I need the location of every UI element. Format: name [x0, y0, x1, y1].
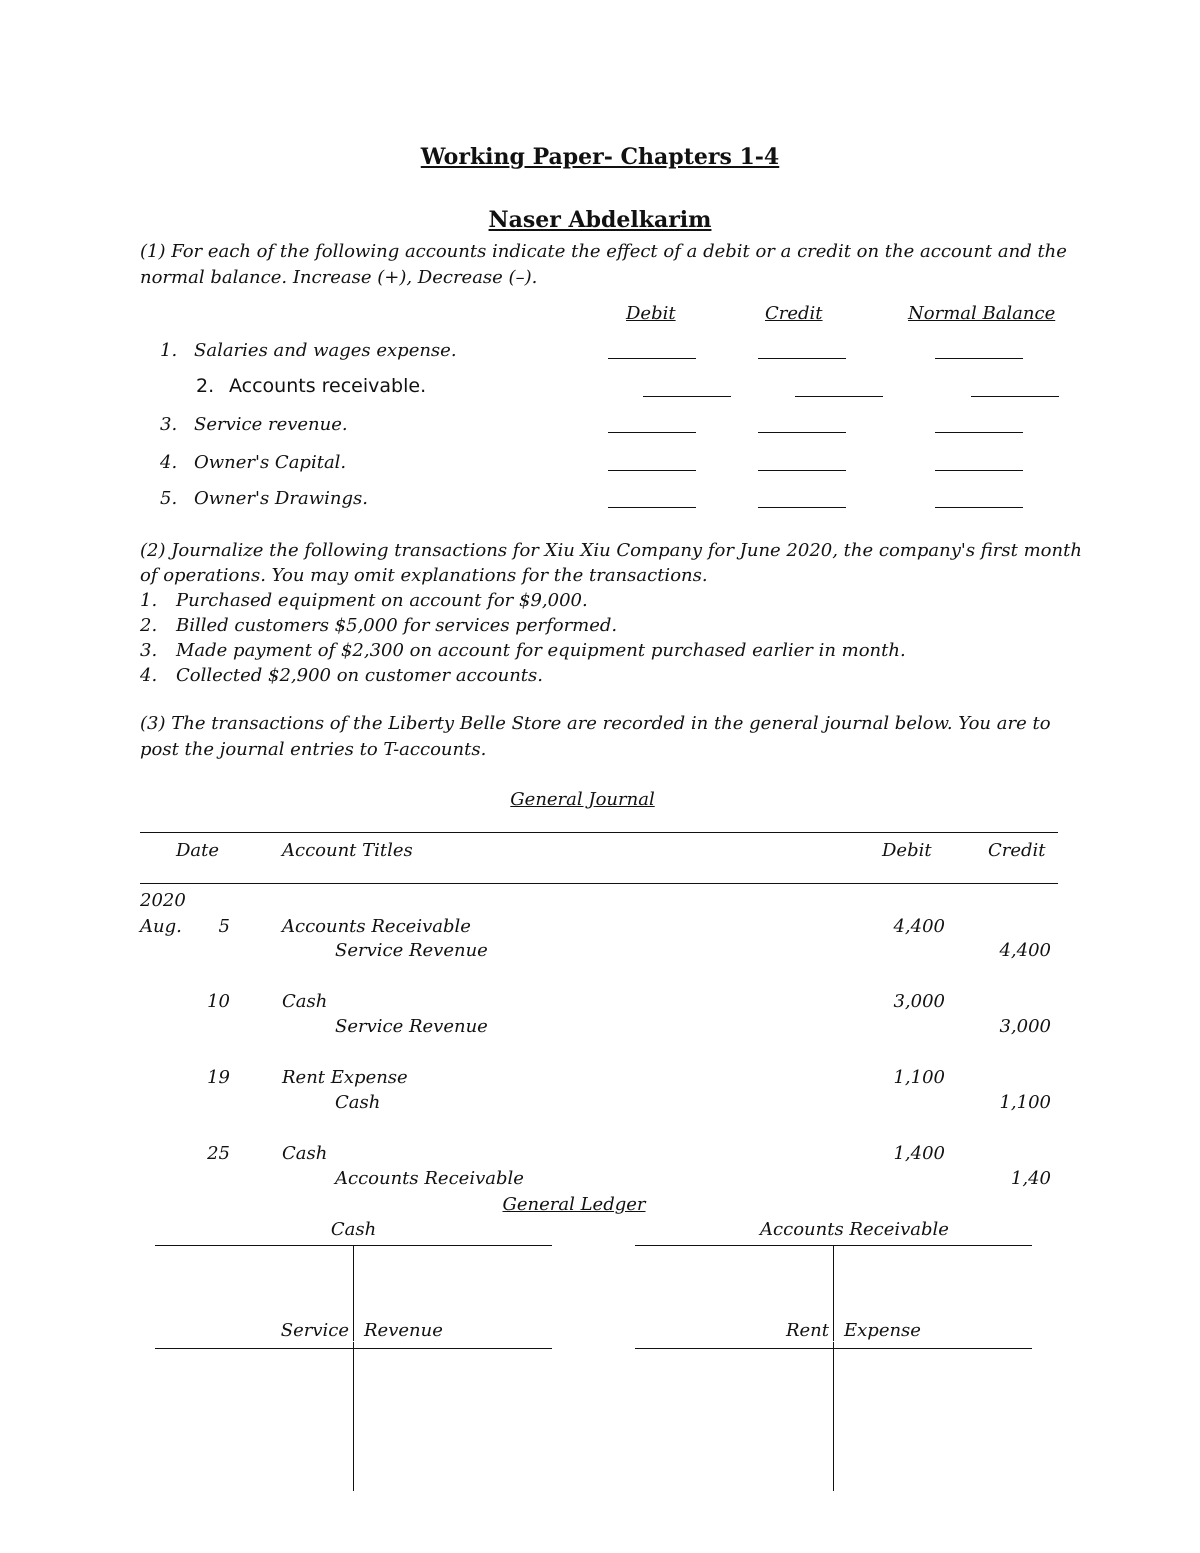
t-account-title-accounts-receivable: Accounts Receivable	[760, 1219, 949, 1240]
journal-credit-amount: 1,40	[1010, 1168, 1051, 1189]
t-account-title-expense: Expense	[844, 1320, 921, 1341]
journal-debit-amount: 3,000	[893, 991, 945, 1012]
page-title: Working Paper- Chapters 1-4	[420, 144, 780, 170]
t-account-title-rent: Rent	[785, 1320, 829, 1341]
journal-header-date: Date	[176, 840, 220, 861]
journal-credit-amount: 1,100	[999, 1092, 1051, 1113]
journal-year: 2020	[140, 890, 186, 911]
journal-debit-account: Cash	[282, 991, 328, 1012]
q2-instructions-line2: of operations. You may omit explanations for the transactions.	[140, 565, 708, 586]
answer-blank-normal[interactable]	[971, 396, 1059, 397]
t-account-divider[interactable]	[833, 1246, 834, 1341]
answer-blank-debit[interactable]	[643, 396, 731, 397]
journal-debit-account: Rent Expense	[282, 1067, 408, 1088]
q3-instructions-line1: (3) The transactions of the Liberty Belle Store are recorded in the general journal below. You are to	[140, 713, 1051, 734]
journal-entry-day: 5	[218, 916, 230, 937]
journal-credit-amount: 4,400	[999, 940, 1051, 961]
q2-item-text: Purchased equipment on account for $9,000.	[176, 590, 588, 611]
q2-item-number: 1.	[140, 590, 158, 611]
answer-blank-normal[interactable]	[935, 507, 1023, 508]
q3-instructions-line2: post the journal entries to T-accounts.	[140, 739, 487, 760]
q2-item-text: Collected $2,900 on customer accounts.	[176, 665, 543, 686]
journal-entry-day: 25	[207, 1143, 230, 1164]
journal-debit-amount: 1,400	[893, 1143, 945, 1164]
journal-credit-amount: 3,000	[999, 1016, 1051, 1037]
journal-credit-account: Cash	[335, 1092, 381, 1113]
t-account-title-revenue: Revenue	[364, 1320, 443, 1341]
journal-title: General Journal	[510, 789, 655, 810]
journal-debit-account: Cash	[282, 1143, 328, 1164]
q1-item-number: 3.	[160, 414, 178, 435]
answer-blank-debit[interactable]	[608, 432, 696, 433]
q2-item-text: Billed customers $5,000 for services performed.	[176, 615, 618, 636]
q1-instructions-line1: (1) For each of the following accounts indicate the effect of a debit or a credit on the account and the	[140, 241, 1067, 262]
journal-credit-account: Service Revenue	[335, 1016, 488, 1037]
journal-header-rule	[140, 883, 1058, 884]
journal-header-credit: Credit	[988, 840, 1046, 861]
q1-instructions-line2: normal balance. Increase (+), Decrease (–).	[140, 267, 538, 288]
journal-debit-amount: 4,400	[893, 916, 945, 937]
answer-blank-credit[interactable]	[758, 432, 846, 433]
journal-entry-day: 19	[207, 1067, 230, 1088]
q2-item-number: 3.	[140, 640, 158, 661]
answer-blank-normal[interactable]	[935, 358, 1023, 359]
journal-debit-account: Accounts Receivable	[282, 916, 471, 937]
q1-header-credit: Credit	[765, 303, 823, 324]
q1-header-debit: Debit	[626, 303, 676, 324]
answer-blank-credit[interactable]	[758, 358, 846, 359]
ledger-title: General Ledger	[502, 1194, 646, 1215]
journal-header-debit: Debit	[882, 840, 932, 861]
t-account-title-service: Service	[280, 1320, 349, 1341]
answer-blank-credit[interactable]	[795, 396, 883, 397]
answer-blank-normal[interactable]	[935, 470, 1023, 471]
answer-blank-credit[interactable]	[758, 470, 846, 471]
q1-item-number: 5.	[160, 488, 178, 509]
t-account-divider[interactable]	[353, 1246, 354, 1341]
journal-month: Aug.	[140, 916, 182, 937]
journal-entry-day: 10	[207, 991, 230, 1012]
q1-item-label: Owner's Drawings.	[194, 488, 368, 509]
answer-blank-credit[interactable]	[758, 507, 846, 508]
t-account-divider[interactable]	[353, 1342, 354, 1491]
q1-item-number: 1.	[160, 340, 178, 361]
q2-item-number: 4.	[140, 665, 158, 686]
author-name: Naser Abdelkarim	[488, 207, 712, 233]
q2-instructions-line1: (2) Journalize the following transactions for Xiu Xiu Company for June 2020, the company's first month	[140, 540, 1082, 561]
journal-credit-account: Accounts Receivable	[335, 1168, 524, 1189]
t-account-title-cash: Cash	[330, 1219, 377, 1240]
q1-header-normal-balance: Normal Balance	[908, 303, 1056, 324]
journal-debit-amount: 1,100	[893, 1067, 945, 1088]
answer-blank-debit[interactable]	[608, 507, 696, 508]
t-account-divider[interactable]	[833, 1342, 834, 1491]
q1-item-label: Owner's Capital.	[194, 452, 347, 473]
q2-item-text: Made payment of $2,300 on account for equipment purchased earlier in month.	[176, 640, 906, 661]
q1-item-label: Salaries and wages expense.	[194, 340, 457, 361]
q1-item-number: 4.	[160, 452, 178, 473]
q1-item-label: Accounts receivable.	[229, 375, 427, 397]
journal-top-rule	[140, 832, 1058, 833]
answer-blank-debit[interactable]	[608, 358, 696, 359]
q1-item-number: 2.	[196, 375, 215, 397]
answer-blank-normal[interactable]	[935, 432, 1023, 433]
q1-item-label: Service revenue.	[194, 414, 348, 435]
journal-credit-account: Service Revenue	[335, 940, 488, 961]
journal-header-account: Account Titles	[282, 840, 413, 861]
answer-blank-debit[interactable]	[608, 470, 696, 471]
q2-item-number: 2.	[140, 615, 158, 636]
